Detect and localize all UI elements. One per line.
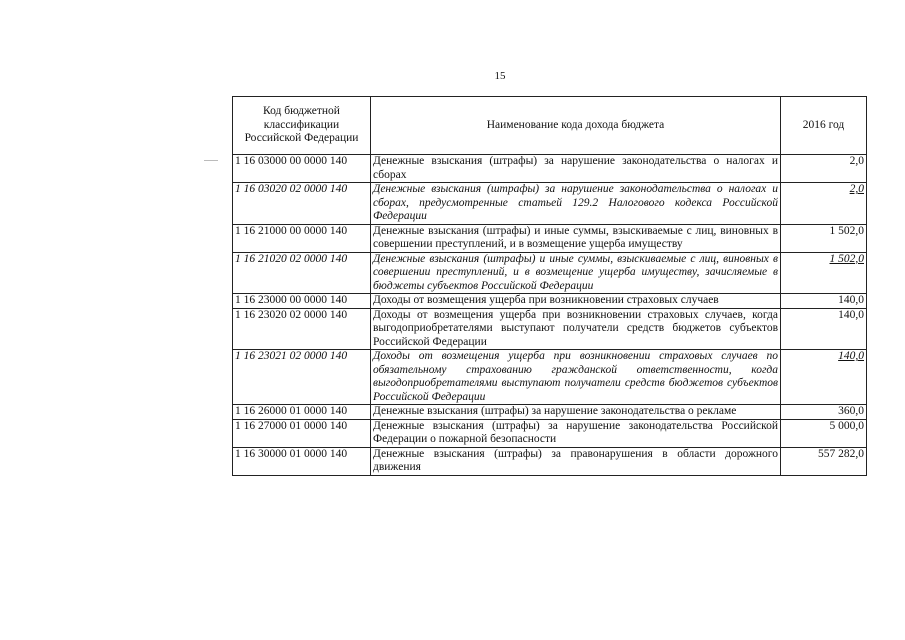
row-amount: [781, 183, 867, 225]
row-name: Денежные взыскания (штрафы) и иные суммы, взыскиваемые с лиц, виновных в совершении преступлений, и в возмещение ущерба имуществу, зачисляемые в бюджеты субъектов Российской Федерации: [371, 252, 781, 294]
row-code: 1 16 30000 01 0000 140: [233, 447, 371, 475]
row-amount-value: 140,0: [838, 308, 864, 321]
row-amount: [781, 447, 867, 475]
row-name: Доходы от возмещения ущерба при возникновении страховых случаев по обязательному страхованию гражданской ответственности, когда выгодоприобретателями выступают получатели средств бюджетов субъектов Российской Федерации: [371, 350, 781, 405]
row-name: Денежные взыскания (штрафы) за нарушение законодательства о рекламе: [371, 405, 781, 420]
row-amount-value: 140,0: [838, 294, 864, 306]
row-code: 1 16 21000 00 0000 140: [233, 224, 371, 252]
row-amount: [781, 252, 867, 294]
table-row: [233, 308, 867, 350]
row-name: Денежные взыскания (штрафы) и иные суммы, взыскиваемые с лиц, виновных в совершении преступлений, и в возмещение ущерба имуществу: [371, 224, 781, 252]
row-code: 1 16 03000 00 0000 140: [233, 155, 371, 183]
row-code: 1 16 27000 01 0000 140: [233, 419, 371, 447]
header-name: Наименование кода дохода бюджета: [371, 97, 781, 155]
row-name: Доходы от возмещения ущерба при возникновении страховых случаев, когда выгодоприобретателями выступают получатели средств бюджетов субъектов Российской Федерации: [371, 308, 781, 350]
margin-mark: [204, 160, 218, 161]
budget-revenue-table: [232, 96, 867, 476]
row-amount-value: 360,0: [838, 405, 864, 417]
row-amount: [781, 155, 867, 183]
header-year: 2016 год: [781, 97, 867, 155]
row-name: Денежные взыскания (штрафы) за нарушение законодательства о налогах и сборах, предусмотренные статьей 129.2 Налогового кодекса Российской Федерации: [371, 183, 781, 225]
table-row: [233, 252, 867, 294]
row-code: 1 16 21020 02 0000 140: [233, 252, 371, 294]
row-amount: [781, 294, 867, 309]
page-number: 15: [494, 70, 506, 82]
table-header-row: [233, 97, 867, 155]
row-amount-value: 1 502,0: [829, 252, 864, 265]
row-amount: [781, 405, 867, 420]
row-amount: [781, 308, 867, 350]
row-amount-value: 557 282,0: [818, 447, 864, 460]
row-amount-value: 140,0: [838, 350, 864, 362]
table-row: [233, 447, 867, 475]
row-code: 1 16 23021 02 0000 140: [233, 350, 371, 405]
row-code: 1 16 23020 02 0000 140: [233, 308, 371, 350]
row-amount-value: 1 502,0: [829, 224, 864, 237]
row-amount-value: 2,0: [849, 155, 864, 167]
table-body: [233, 155, 867, 476]
row-name: Доходы от возмещения ущерба при возникновении страховых случаев: [371, 294, 781, 309]
row-name: Денежные взыскания (штрафы) за нарушение законодательства о налогах и сборах: [371, 155, 781, 183]
table-row: [233, 183, 867, 225]
table-row: [233, 294, 867, 309]
row-amount: [781, 224, 867, 252]
row-code: 1 16 26000 01 0000 140: [233, 405, 371, 420]
table-row: [233, 405, 867, 420]
row-amount-value: 5 000,0: [829, 419, 864, 432]
table-row: [233, 155, 867, 183]
row-name: Денежные взыскания (штрафы) за правонарушения в области дорожного движения: [371, 447, 781, 475]
row-amount-value: 2,0: [849, 183, 864, 195]
row-code: 1 16 23000 00 0000 140: [233, 294, 371, 309]
row-amount: [781, 350, 867, 405]
table-row: [233, 224, 867, 252]
table-row: [233, 350, 867, 405]
row-code: 1 16 03020 02 0000 140: [233, 183, 371, 225]
row-amount: [781, 419, 867, 447]
header-code: Код бюджетной классификации Российской Федерации: [233, 97, 371, 155]
row-name: Денежные взыскания (штрафы) за нарушение законодательства Российской Федерации о пожарной безопасности: [371, 419, 781, 447]
table-row: [233, 419, 867, 447]
